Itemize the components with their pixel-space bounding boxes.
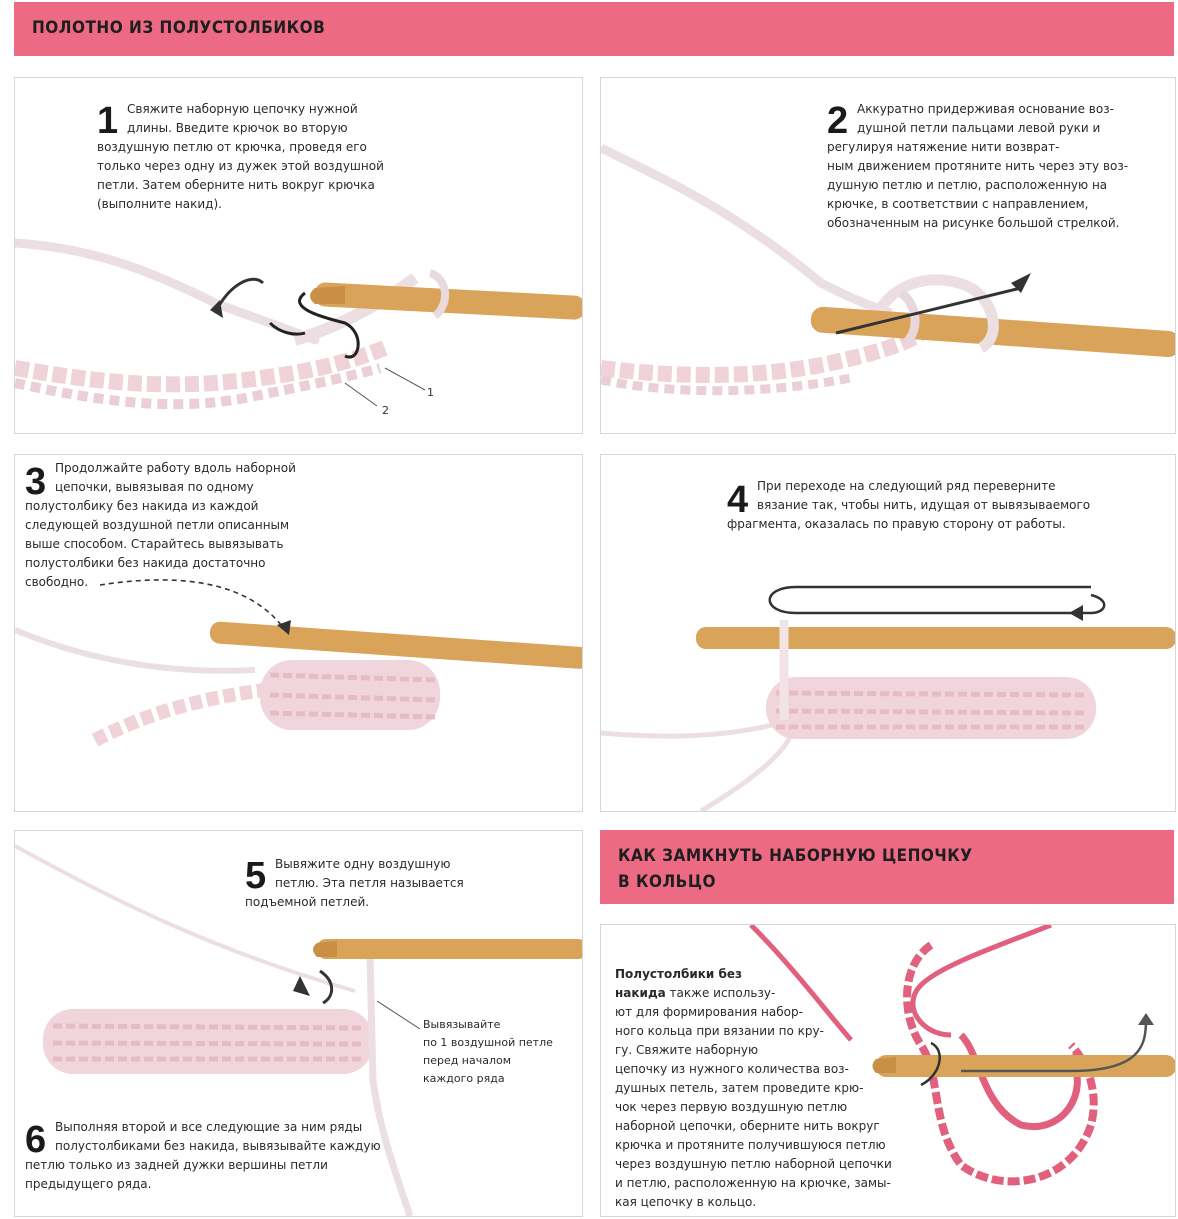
ring-line: ют для формирования набор-	[615, 1005, 803, 1019]
ring-text	[615, 965, 892, 1212]
step-3-number: 3	[25, 461, 47, 503]
step-3-line: Продолжайте работу вдоль наборной	[55, 461, 296, 475]
ring-line: ного кольца при вязании по кру-	[615, 1024, 824, 1038]
page-title: ПОЛОТНО ИЗ ПОЛУСТОЛБИКОВ	[32, 18, 326, 38]
ring-line: крючка и протяните получившуюся петлю	[615, 1138, 886, 1152]
step-1-line: (выполните накид).	[97, 197, 222, 211]
step-2-text	[827, 100, 1128, 233]
ring-line: цепочку из нужного количества воз-	[615, 1062, 849, 1076]
ring-line: душных петель, затем проведите крю-	[615, 1081, 864, 1095]
step-6-number: 6	[25, 1119, 47, 1161]
step-5-note-line: Вывязывайте	[423, 1018, 501, 1031]
ring-bold-word: накида	[615, 986, 666, 1000]
step-2-number: 2	[827, 100, 849, 142]
ring-line: также использу-	[665, 986, 776, 1000]
step-2-line: крючке, в соответствии с направлением,	[827, 197, 1089, 211]
ring-line: наборной цепочки, оберните нить вокруг	[615, 1119, 880, 1133]
step-1-line: длины. Введите крючок во вторую	[127, 121, 348, 135]
ring-line: через воздушную петлю наборной цепочки	[615, 1157, 892, 1171]
step-2-line: регулируя натяжение нити возврат-	[827, 140, 1060, 154]
step-1-line: только через одну из дужек этой воздушной	[97, 159, 384, 173]
ring-panel	[600, 924, 1176, 1217]
step-5-6-panel	[14, 830, 583, 1217]
step-3-line: полустолбику без накида из каждой	[25, 499, 259, 513]
step-5-line: петлю. Эта петля называется	[275, 876, 464, 890]
step-6-line: петлю только из задней дужки вершины петли	[25, 1158, 328, 1172]
step-5-number: 5	[245, 855, 267, 897]
ring-section-title-1: КАК ЗАМКНУТЬ НАБОРНУЮ ЦЕПОЧКУ	[618, 846, 973, 866]
step-5-note-line: перед началом	[423, 1054, 512, 1067]
step-3-line: выше способом. Старайтесь вывязывать	[25, 537, 284, 551]
step-6-text	[25, 1118, 381, 1194]
step-4-number: 4	[727, 479, 749, 521]
step-2-line: обозначенным на рисунке большой стрелкой.	[827, 216, 1120, 230]
step-4-text	[727, 477, 1090, 534]
step-5-line: подъемной петлей.	[245, 895, 370, 909]
ring-line: кая цепочку в кольцо.	[615, 1195, 757, 1209]
step-6-line: полустолбиками без накида, вывязывайте каждую	[55, 1139, 381, 1153]
step-2-line: душной петли пальцами левой руки и	[857, 121, 1101, 135]
step-3-line: цепочки, вывязывая по одному	[55, 480, 254, 494]
ring-section-title-2: В КОЛЬЦО	[618, 872, 717, 892]
step-4-line: При переходе на следующий ряд переверните	[757, 479, 1056, 493]
step-3-line: полустолбики без накида достаточно	[25, 556, 266, 570]
ring-line: и петлю, расположенную на крючке, замы-	[615, 1176, 891, 1190]
step-1-text	[97, 100, 384, 214]
ring-line: чок через первую воздушную петлю	[615, 1100, 848, 1114]
step-2-line: душную петлю и петлю, расположенную на	[827, 178, 1108, 192]
step-3-line: свободно.	[25, 575, 89, 589]
ring-bold-line: Полустолбики без	[615, 967, 743, 981]
page-title-banner	[14, 2, 1174, 56]
ring-line: гу. Свяжите наборную	[615, 1043, 759, 1057]
step-5-note	[423, 1016, 553, 1088]
step-6-line: предыдущего ряда.	[25, 1177, 152, 1191]
step-1-panel	[14, 77, 583, 434]
step-4-panel	[600, 454, 1176, 812]
step-5-note-line: по 1 воздушной петле	[423, 1036, 553, 1049]
step-1-label-2: 2	[382, 404, 389, 417]
step-6-line: Выполняя второй и все следующие за ним ряды	[55, 1120, 363, 1134]
step-1-label-1: 1	[427, 386, 434, 399]
step-3-text	[25, 459, 296, 592]
step-1-line: Свяжите наборную цепочку нужной	[127, 102, 358, 116]
step-1-number: 1	[97, 100, 119, 142]
step-3-panel	[14, 454, 583, 812]
step-5-note-line: каждого ряда	[423, 1072, 505, 1085]
step-5-text	[245, 855, 464, 912]
step-2-line: Аккуратно придерживая основание воз-	[857, 102, 1114, 116]
step-1-line: петли. Затем оберните нить вокруг крючка	[97, 178, 375, 192]
ring-section-banner	[600, 830, 1174, 904]
step-2-line: ным движением протяните нить через эту воз-	[827, 159, 1129, 173]
step-2-panel	[600, 77, 1176, 434]
step-4-line: фрагмента, оказалась по правую сторону от работы.	[727, 517, 1066, 531]
step-1-line: воздушную петлю от крючка, проведя его	[97, 140, 367, 154]
step-3-line: следующей воздушной петли описанным	[25, 518, 290, 532]
step-4-line: вязание так, чтобы нить, идущая от вывязываемого	[757, 498, 1091, 512]
step-5-line: Вывяжите одну воздушную	[275, 857, 451, 871]
